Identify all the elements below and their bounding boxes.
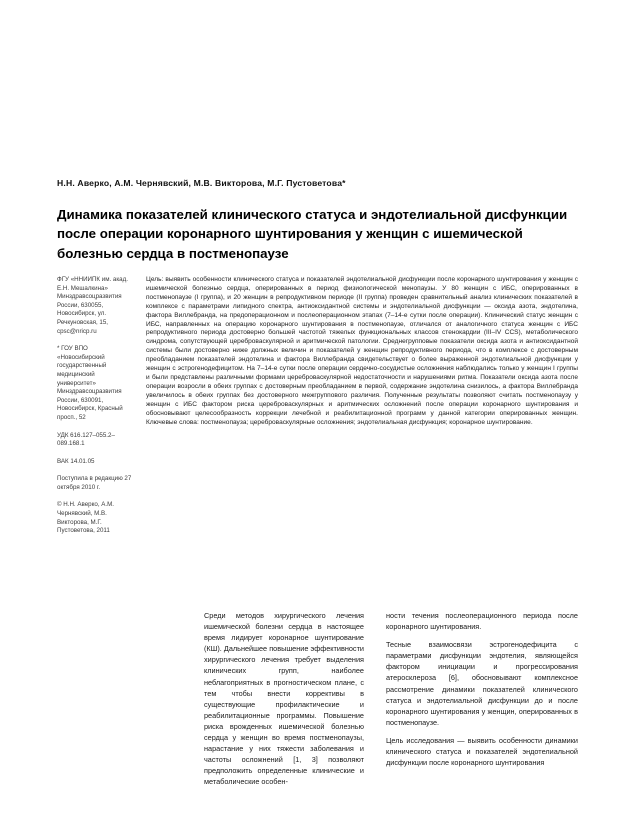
body-column-left [204,610,364,795]
body-column-right [386,610,578,775]
body-paragraph: Среди методов хирургического лечения ишемической болезни сердца в настоящее время лидирует коронарное шунтирование (КШ). Дальнейшее повышение эффективности хирургического лечения требует выделения клинических групп, наиболее неблагоприятных в прогностическом плане, с тем чтобы внести коррективы в существующие профилактические и реабилитационные программы. Повышение риска врожденных ишемической болезнью сердца у женщин во время постменопаузы, нарастание у них тяжести заболевания и частоты осложнений [1, 3] позволяют предположить определенные клинические и метаболические особен- [204,611,364,787]
abstract-paragraph: Цель: выявить особенности клинического статуса и показателей эндотелиальной дисфункции после коронарного шунтирования у женщин с ишемической болезнью сердца, оперированных в период физиологической менопаузы. У 80 женщин с ИБС, оперированных в постменопаузе (I группа), и 20 женщин в репродуктивном периоде (II группа) проведен сравнительный анализ клинических показателей в комплексе с параметрами липидного спектра, антиоксидантной системы и эндотелиальной дисфункции — оксида азота, эндотелина, фактора Виллебранда, на предоперационном и послеоперационном этапах (7–14-е сутки после операции). Клинический статус женщин с ИБС, направленных на операцию коронарного шунтирования в постменопаузе, отличался от аналогичного статуса женщин с ИБС репродуктивного периода достоверно большей частотой тяжелых функциональных классов стенокардии (III–IV ССS), метаболического синдрома, сопутствующей цереброваскулярной и аритмической патологии. Среднегрупповые показатели оксида азота и антиоксидантной системы были достоверно ниже должных величин и показателей у женщин репродуктивного периода, что в комплексе с достоверным преобладанием показателей эндотелина и фактора Виллебранда свидетельствует о более выраженной эндотелиальной дисфункции у женщин с эстрогенодефицитом. На 7–14-е сутки после операции сердечно-сосудистые осложнения наблюдались только у женщин I группы и были представлены различными формами цереброваскулярной недостаточности и нарушениями ритма. Показатели оксида азота после операции возросли в обеих группах с достоверным преобладанием в первой, содержание эндотелина снизилось, а фактора Виллебранда увеличилось в обеих группах без достоверного межгруппового различия. Полученные результаты позволяют считать постменопаузу у женщин с ИБС фактором риска цереброваскулярных и аритмических осложнений после операции коронарного шунтирования и обосновывают целесообразность коррекции лечебной и реабилитационной программ у данной категории оперированных женщин. Ключевые слова: постменопауза; цереброваскулярные осложнения; эндотелиальная дисфункция; коронарное шунтирование. [146,276,578,426]
affiliation-secondary: * ГОУ ВПО «Новосибирский государственный медицинский университет» Минздравсоцразвития России, 630091, Новосибирск, Красный просп., 52 [57,345,123,421]
body-paragraph: Цель исследования — выявить особенности динамики клинического статуса и показателей эндотелиальной дисфункции после коронарного шунтирования [386,735,578,768]
body-paragraph: Тесные взаимосвязи эстрогенодефицита с параметрами дисфункции эндотелия, являющейся фактором инициации и прогрессирования атеросклероза [6], обосновывают комплексное рассмотрение динамики показателей клинического статуса и эндотелиальной дисфункции до и после коронарного шунтирования у женщин, оперированных в постменопаузе. [386,640,578,727]
udk-code: УДК 616.127–055.2–089.168.1 [57,431,115,448]
sidebar-metadata [57,276,135,545]
affiliation-primary: ФГУ «ННИИПК им. акад. Е.Н. Мешалкина» Минздравсоцразвития России, 630055, Новосибирск, ул. Речкуновская, 15, cpsc@nricp.ru [57,276,128,335]
body-paragraph: ности течения послеоперационного периода после коронарного шунтирования. [386,611,578,632]
abstract-text [146,276,578,427]
copyright-notice: © Н.Н. Аверко, А.М. Чернявский, М.В. Викторова, М.Г. Пустоветова, 2011 [57,501,114,535]
received-date: Поступила в редакцию 27 октября 2010 г. [57,475,132,491]
page-title: Динамика показателей клинического статуса и эндотелиальной дисфункции после операции коронарного шунтирования у женщин с ишемической болезнью сердца в постменопаузе [57,206,568,261]
author-list: Н.Н. Аверко, А.М. Чернявский, М.В. Викторова, М.Г. Пустоветова* [57,178,346,188]
vak-code: ВАК 14.01.05 [57,457,95,465]
